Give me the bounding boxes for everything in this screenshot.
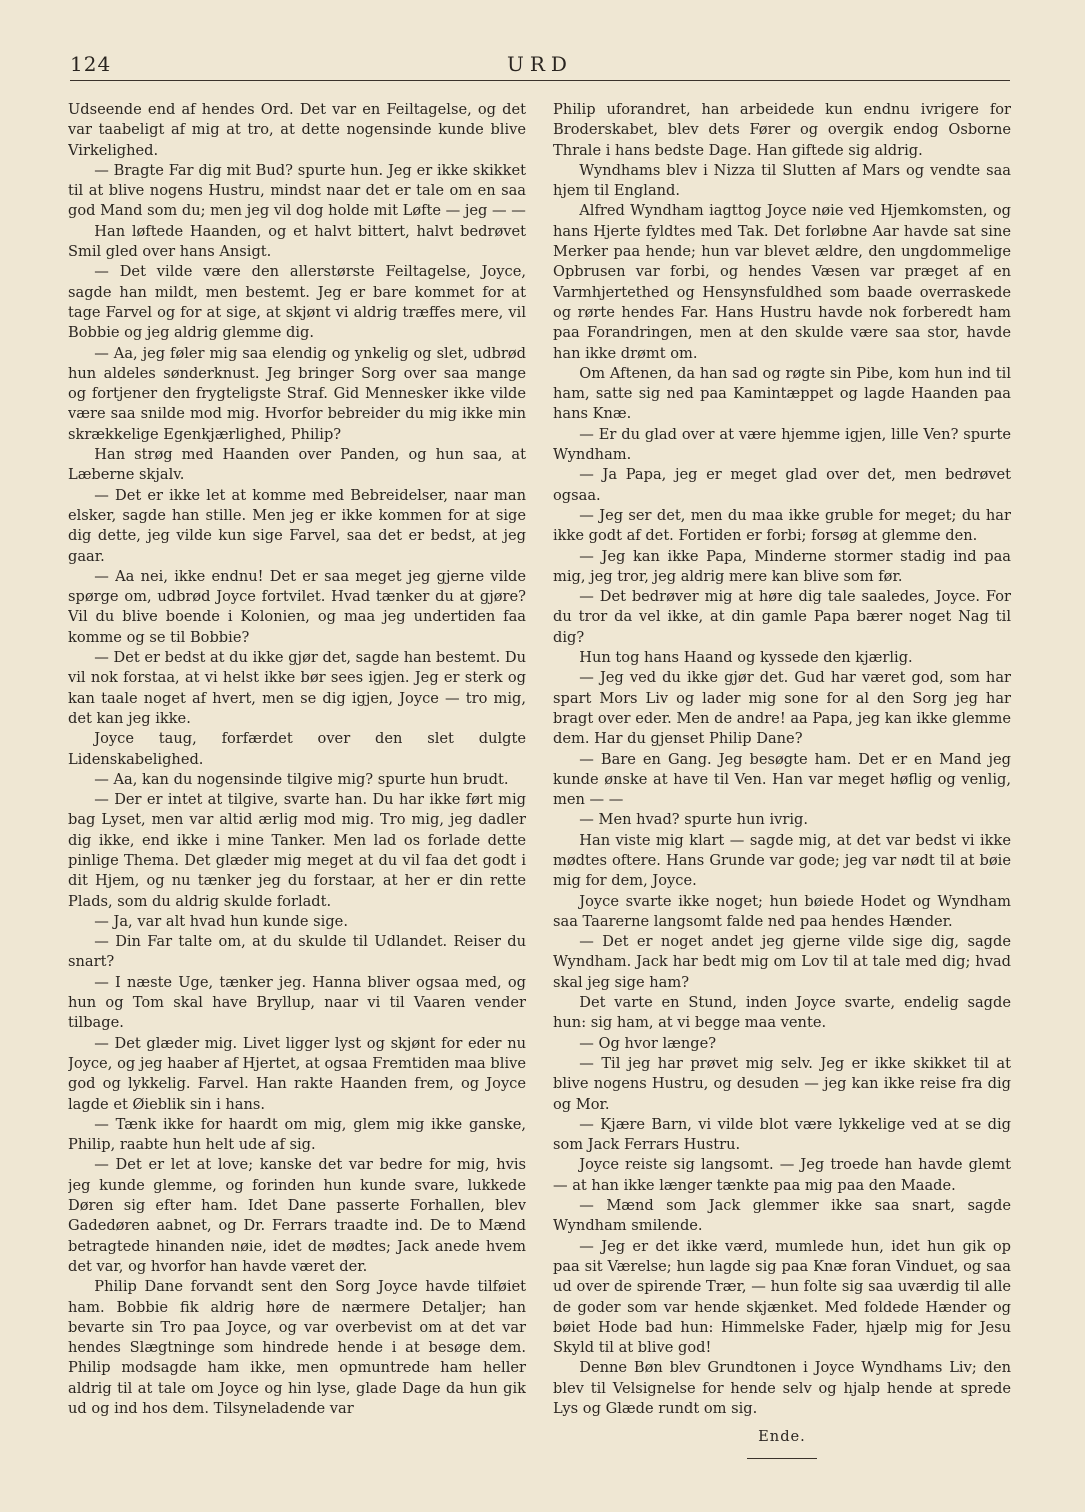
paragraph: Han løftede Haanden, og et halvt bittert, halvt bedrøvet Smil gled over hans Ansigt. <box>68 222 526 261</box>
paragraph: Joyce taug, forfærdet over den slet dulgte Lidenskabelighed. <box>68 730 526 768</box>
paragraph: Joyce reiste sig langsomt. — Jeg troede han havde glemt — at han ikke længer tænkte paa mig paa den Maade. <box>553 1156 1011 1194</box>
paragraph: Philip uforandret, han arbeidede kun endnu ivrigere for Broderskabet, blev dets Fører og overgik endog Osborne Thrale i hans bedste Dage. Han giftede sig aldrig. <box>553 101 1011 159</box>
paragraph: Alfred Wyndham iagttog Joyce nøie ved Hjemkomsten, og hans Hjerte fyldtes med Tak. Det forløbne Aar havde sat sine Merker paa hende; hun var blevet ældre, den ungdommelige Opbrusen var forbi, og hendes Væsen var præget af en Varmhjertethed og Hensynsfuldhed som baade overraskede og rørte hendes Far. Hans Hustru havde nok forberedt ham paa Forandringen, men at den skulde være saa stor, havde han ikke drømt om. <box>553 202 1011 362</box>
left-column <box>68 100 526 1460</box>
paragraph: Philip Dane forvandt sent den Sorg Joyce havde tilføiet ham. Bobbie fik aldrig høre de nærmere Detaljer; han bevarte sin Tro paa Joyce, og var overbevist om at det var hendes Slægtninge som hindrede hende i at besøge dem. Philip modsagde ham ikke, men opmuntrede ham heller aldrig til at tale om Joyce og hin lyse, glade Dage da hun gik ud og ind hos dem. Tilsyneladende var <box>68 1278 526 1417</box>
paragraph: Udseende end af hendes Ord. Det var en Feiltagelse, og det var taabeligt af mig at tro, at dette nogensinde kunde blive Virkelighed. <box>68 101 526 159</box>
paragraph: — Tænk ikke for haardt om mig, glem mig ikke ganske, Philip, raabte hun helt ude af sig. <box>68 1115 526 1154</box>
paragraph: — Bare en Gang. Jeg besøgte ham. Det er en Mand jeg kunde ønske at have til Ven. Han var meget høflig og venlig, men — — <box>553 750 1011 809</box>
paragraph: — Jeg ved du ikke gjør det. Gud har været god, som har spart Mors Liv og lader mig sone for al den Sorg jeg har bragt over eder. Men de andre! aa Papa, jeg kan ikke glemme dem. Har du gjenset Philip Dane? <box>553 669 1011 748</box>
paragraph: — Jeg kan ikke Papa, Minderne stormer stadig ind paa mig, jeg tror, jeg aldrig mere kan blive som før. <box>553 547 1011 585</box>
paragraph: — Ja, var alt hvad hun kunde sige. <box>94 912 348 930</box>
paragraph: — Det vilde være den allerstørste Feiltagelse, Joyce, sagde han mildt, men bestemt. Jeg er bare kommet for at tage Farvel og for at sige, at skjønt vi aldrig træffes mere, vil Bobbie og jeg aldrig glemme dig. <box>68 263 526 342</box>
page-header <box>70 52 1010 80</box>
paragraph: — Det er noget andet jeg gjerne vilde sige dig, sagde Wyndham. Jack har bedt mig om Lov til at tale med dig; hvad skal jeg sige ham? <box>553 933 1011 991</box>
paragraph: — Jeg ser det, men du maa ikke gruble for meget; du har ikke godt af det. Fortiden er forbi; forsøg at glemme den. <box>553 506 1011 545</box>
paragraph: — Ja Papa, jeg er meget glad over det, men bedrøvet ogsaa. <box>553 466 1011 504</box>
paragraph: — Det er let at love; kanske det var bedre for mig, hvis jeg kunde glemme, og forinden hun kunde svare, lukkede Døren sig efter ham. Idet Dane passerte Forhallen, blev Gadedøren aabnet, og Dr. Ferrars traadte ind. De to Mænd betragtede hinanden nøie, idet de mødtes; Jack anede hvem det var, og hvorfor han havde været der. <box>68 1156 526 1275</box>
paragraph: Hun tog hans Haand og kyssede den kjærlig. <box>579 649 913 667</box>
paragraph: — Der er intet at tilgive, svarte han. Du har ikke ført mig bag Lyset, men var altid ærlig mod mig. Tro mig, jeg dadler dig ikke, end ikke i mine Tanker. Men lad os forlade dette pinlige Thema. Det glæder mig meget at du vil faa det godt i dit Hjem, og nu tænker jeg du forstaar, at her er din rette Plads, som du aldrig skulde forladt. <box>68 791 526 910</box>
paragraph: — Bragte Far dig mit Bud? spurte hun. Jeg er ikke skikket til at blive nogens Hustru, mindst naar det er tale om en saa god Mand som du; men jeg vil dog holde mit Løfte — jeg — — <box>68 161 526 220</box>
paragraph: — Er du glad over at være hjemme igjen, lille Ven? spurte Wyndham. <box>553 425 1011 464</box>
header-rule <box>70 80 1010 81</box>
page-number: 124 <box>70 52 112 76</box>
paragraph: — Aa nei, ikke endnu! Det er saa meget jeg gjerne vilde spørge om, udbrød Joyce fortvilet. Hvad tænker du at gjøre? Vil du blive boende i Kolonien, og maa jeg undertiden faa komme og se til Bobbie? <box>68 567 526 646</box>
paragraph: Han strøg med Haanden over Panden, og hun saa, at Læberne skjalv. <box>68 446 526 484</box>
paragraph: — Det glæder mig. Livet ligger lyst og skjønt for eder nu Joyce, og jeg haaber af Hjertet, at ogsaa Fremtiden maa blive god og lykkelig. Farvel. Han rakte Haanden frem, og Joyce lagde et Øieblik sin i hans. <box>68 1034 526 1113</box>
paragraph: — Det er ikke let at komme med Bebreidelser, naar man elsker, sagde han stille. Men jeg er ikke kommen for at sige dig dette, jeg vilde kun sige Farvel, saa det er bedst, at jeg gaar. <box>68 486 526 565</box>
paragraph: — Mænd som Jack glemmer ikke saa snart, sagde Wyndham smilende. <box>553 1197 1011 1235</box>
paragraph: — Det er bedst at du ikke gjør det, sagde han bestemt. Du vil nok forstaa, at vi helst ikke bør sees igjen. Jeg er sterk og kan taale noget af hvert, men se dig igjen, Joyce — tro mig, det kan jeg ikke. <box>68 649 526 727</box>
paragraph: — Jeg er det ikke værd, mumlede hun, idet hun gik op paa sit Værelse; hun lagde sig paa Knæ foran Vinduet, og saa ud over de spirende Trær, — hun folte sig saa uværdig til alle de goder som var hende skjænket. Med foldede Hænder og bøiet Hode bad hun: Himmelske Fader, hjælp mig for Jesu Skyld til at blive god! <box>553 1237 1011 1357</box>
paragraph: — Aa, jeg føler mig saa elendig og ynkelig og slet, udbrød hun aldeles sønderknust. Jeg bringer Sorg over saa mange og fortjener den frygteligste Straf. Gid Mennesker ikke vilde være saa snilde mod mig. Hvorfor bebreider du mig ikke min skrækkelige Egenkjærlighed, Philip? <box>68 344 526 443</box>
paragraph: Om Aftenen, da han sad og røgte sin Pibe, kom hun ind til ham, satte sig ned paa Kamintæppet og lagde Haanden paa hans Knæ. <box>553 364 1011 423</box>
paragraph: Joyce svarte ikke noget; hun bøiede Hodet og Wyndham saa Taarerne langsomt falde ned paa hendes Hænder. <box>553 892 1011 930</box>
end-rule <box>747 1458 817 1459</box>
paragraph: Det varte en Stund, inden Joyce svarte, endelig sagde hun: sig ham, at vi begge maa vente. <box>553 994 1011 1032</box>
paragraph: — I næste Uge, tænker jeg. Hanna bliver ogsaa med, og hun og Tom skal have Bryllup, naar vi til Vaaren vender tilbage. <box>68 973 526 1032</box>
paragraph: — Og hvor længe? <box>579 1034 717 1052</box>
right-column <box>553 100 1011 1460</box>
end-mark: Ende. <box>758 1428 806 1446</box>
paragraph: — Men hvad? spurte hun ivrig. <box>579 811 808 829</box>
journal-title: URD <box>507 52 573 76</box>
paragraph: — Til jeg har prøvet mig selv. Jeg er ikke skikket til at blive nogens Hustru, og desuden — jeg kan ikke reise fra dig og Mor. <box>553 1054 1011 1113</box>
paragraph: Wyndhams blev i Nizza til Slutten af Mars og vendte saa hjem til England. <box>553 161 1011 200</box>
paragraph: Han viste mig klart — sagde mig, at det var bedst vi ikke mødtes oftere. Hans Grunde var gode; jeg var nødt til at bøie mig for dem, Joyce. <box>553 831 1011 890</box>
paragraph: — Aa, kan du nogensinde tilgive mig? spurte hun brudt. <box>94 770 509 788</box>
paragraph: — Kjære Barn, vi vilde blot være lykkelige ved at se dig som Jack Ferrars Hustru. <box>553 1115 1011 1154</box>
paragraph: — Din Far talte om, at du skulde til Udlandet. Reiser du snart? <box>68 933 526 971</box>
paragraph: — Det bedrøver mig at høre dig tale saaledes, Joyce. For du tror da vel ikke, at din gamle Papa bærer noget Nag til dig? <box>553 588 1011 646</box>
paragraph: Denne Bøn blev Grundtonen i Joyce Wyndhams Liv; den blev til Velsignelse for hende selv og hjalp hende at sprede Lys og Glæde rundt om sig. <box>553 1359 1011 1417</box>
